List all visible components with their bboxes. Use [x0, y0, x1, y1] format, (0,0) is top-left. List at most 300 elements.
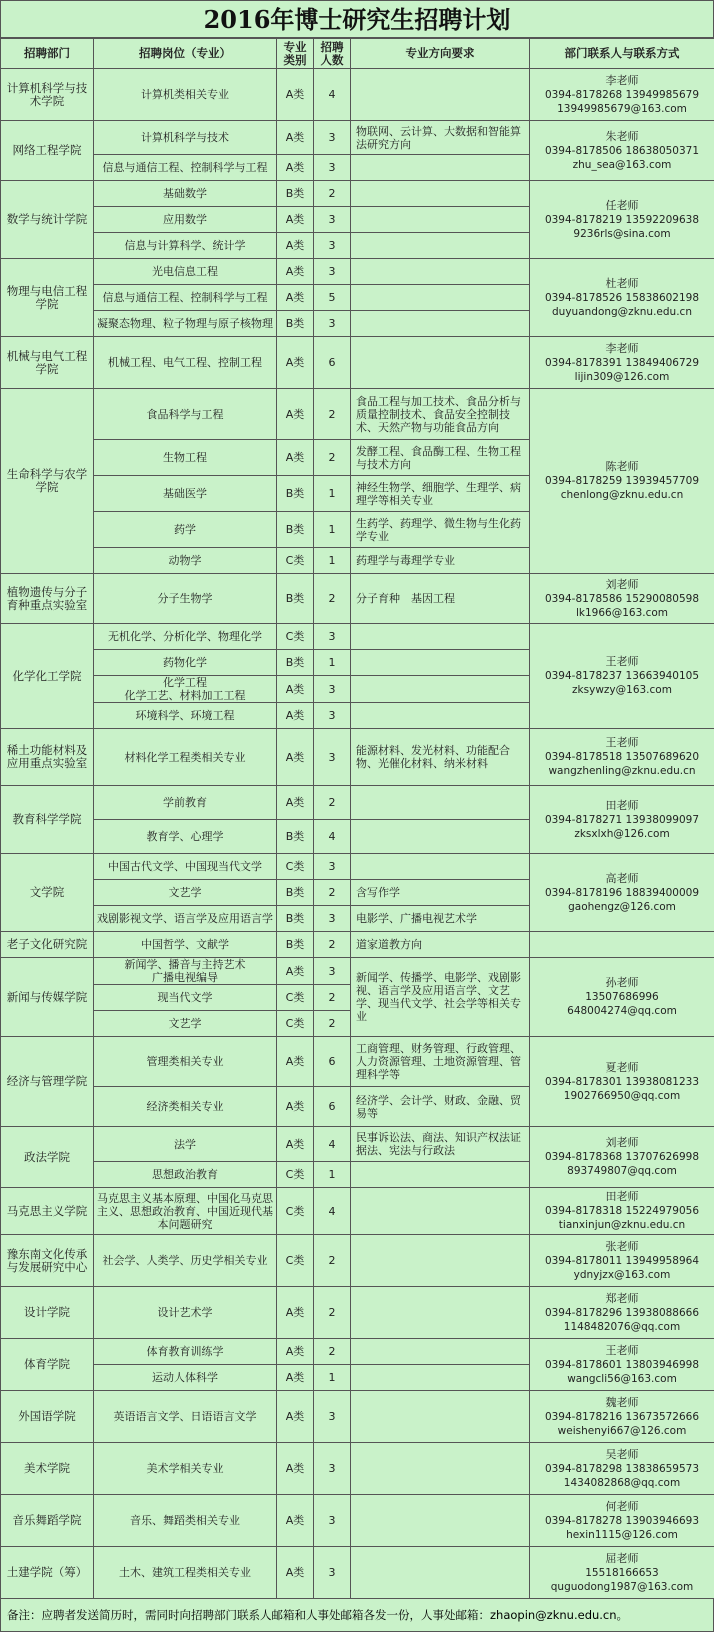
contact-name: 孙老师 — [532, 976, 712, 990]
category-cell: B类 — [277, 650, 314, 676]
table-row — [1, 786, 714, 820]
position-cell: 计算机科学与技术 — [94, 121, 277, 155]
contact-name: 田老师 — [532, 1190, 712, 1204]
count-cell: 4 — [314, 1127, 351, 1162]
category-cell: A类 — [277, 1547, 314, 1599]
category-cell: C类 — [277, 985, 314, 1011]
contact-email[interactable]: 648004274@qq.com — [532, 1004, 712, 1018]
dept-cell: 设计学院 — [1, 1287, 94, 1339]
direction-cell: 物联网、云计算、大数据和智能算法研究方向 — [351, 121, 530, 155]
direction-cell — [351, 1443, 530, 1495]
position-cell: 材料化学工程类相关专业 — [94, 729, 277, 786]
contact-name: 任老师 — [532, 199, 712, 213]
category-cell: B类 — [277, 820, 314, 854]
count-cell: 6 — [314, 1037, 351, 1087]
direction-cell: 电影学、广播电视艺术学 — [351, 906, 530, 932]
contact-name: 李老师 — [532, 342, 712, 356]
contact-email[interactable]: 1434082868@qq.com — [532, 1476, 712, 1490]
direction-cell: 新闻学、传播学、电影学、戏剧影视、语言学及应用语言学、文艺学、现当代文学、社会学等相关专业 — [351, 958, 530, 1037]
direction-cell — [351, 1365, 530, 1391]
header-position: 招聘岗位（专业） — [94, 39, 277, 69]
table-row — [1, 1188, 714, 1235]
position-cell: 中国古代文学、中国现当代文学 — [94, 854, 277, 880]
direction-cell — [351, 624, 530, 650]
category-cell: A类 — [277, 786, 314, 820]
dept-cell: 音乐舞蹈学院 — [1, 1495, 94, 1547]
table-row — [1, 1037, 714, 1087]
contact-name: 陈老师 — [532, 460, 712, 474]
direction-cell — [351, 786, 530, 820]
contact-cell — [530, 1235, 714, 1287]
contact-name: 刘老师 — [532, 1136, 712, 1150]
count-cell: 3 — [314, 703, 351, 729]
count-cell: 3 — [314, 155, 351, 181]
category-cell: A类 — [277, 1391, 314, 1443]
table-row — [1, 1495, 714, 1547]
category-cell: C类 — [277, 548, 314, 574]
dept-cell: 计算机科学与技术学院 — [1, 69, 94, 121]
category-cell: A类 — [277, 337, 314, 389]
direction-cell — [351, 207, 530, 233]
count-cell: 6 — [314, 337, 351, 389]
contact-cell — [530, 958, 714, 1037]
contact-cell — [530, 389, 714, 574]
contact-cell — [530, 1547, 714, 1599]
position-cell: 信息与通信工程、控制科学与工程 — [94, 285, 277, 311]
table-row — [1, 1287, 714, 1339]
category-cell: C类 — [277, 1011, 314, 1037]
header-dept: 招聘部门 — [1, 39, 94, 69]
position-cell: 分子生物学 — [94, 574, 277, 624]
position-cell: 化学工程 化学工艺、材料加工工程 — [94, 676, 277, 703]
direction-cell — [351, 1235, 530, 1287]
contact-phone: 0394-8178216 13673572666 — [532, 1410, 712, 1424]
recruitment-table — [0, 38, 714, 1599]
contact-phone: 0394-8178586 15290080598 — [532, 592, 712, 606]
count-cell: 1 — [314, 512, 351, 548]
position-cell: 信息与计算科学、统计学 — [94, 233, 277, 259]
direction-cell: 民事诉讼法、商法、知识产权法证据法、宪法与行政法 — [351, 1127, 530, 1162]
contact-cell — [530, 786, 714, 854]
dept-cell: 文学院 — [1, 854, 94, 932]
contact-email[interactable]: 1902766950@qq.com — [532, 1089, 712, 1103]
contact-email[interactable]: 893749807@qq.com — [532, 1164, 712, 1178]
direction-cell: 能源材料、发光材料、功能配合物、光催化材料、纳米材料 — [351, 729, 530, 786]
contact-name: 王老师 — [532, 736, 712, 750]
position-cell: 无机化学、分析化学、物理化学 — [94, 624, 277, 650]
dept-cell: 物理与电信工程学院 — [1, 259, 94, 337]
position-cell: 信息与通信工程、控制科学与工程 — [94, 155, 277, 181]
category-cell: A类 — [277, 155, 314, 181]
contact-cell — [530, 932, 714, 958]
count-cell: 1 — [314, 650, 351, 676]
position-cell: 光电信息工程 — [94, 259, 277, 285]
contact-email[interactable]: lk1966@163.com — [532, 606, 712, 620]
position-cell: 英语语言文学、日语语言文学 — [94, 1391, 277, 1443]
count-cell: 2 — [314, 1339, 351, 1365]
table-row — [1, 729, 714, 786]
contact-phone: 0394-8178237 13663940105 — [532, 669, 712, 683]
count-cell: 4 — [314, 69, 351, 121]
contact-cell — [530, 624, 714, 729]
dept-cell: 外国语学院 — [1, 1391, 94, 1443]
category-cell: A类 — [277, 440, 314, 476]
count-cell: 3 — [314, 729, 351, 786]
count-cell: 1 — [314, 1162, 351, 1188]
contact-name: 李老师 — [532, 74, 712, 88]
contact-email[interactable]: zhu_sea@163.com — [532, 158, 712, 172]
dept-cell: 生命科学与农学学院 — [1, 389, 94, 574]
direction-cell: 神经生物学、细胞学、生理学、病理学等相关专业 — [351, 476, 530, 512]
direction-cell — [351, 285, 530, 311]
contact-name: 朱老师 — [532, 130, 712, 144]
direction-cell — [351, 337, 530, 389]
direction-cell: 药理学与毒理学专业 — [351, 548, 530, 574]
page-title: 2016年博士研究生招聘计划 — [0, 0, 714, 38]
contact-phone: 0394-8178526 15838602198 — [532, 291, 712, 305]
table-row — [1, 624, 714, 650]
header-direction: 专业方向要求 — [351, 39, 530, 69]
direction-cell — [351, 1339, 530, 1365]
category-cell: A类 — [277, 729, 314, 786]
contact-email[interactable]: 1148482076@qq.com — [532, 1320, 712, 1334]
direction-cell — [351, 1391, 530, 1443]
dept-cell: 数学与统计学院 — [1, 181, 94, 259]
table-row — [1, 389, 714, 440]
category-cell: C类 — [277, 1162, 314, 1188]
category-cell: A类 — [277, 958, 314, 985]
count-cell: 3 — [314, 906, 351, 932]
category-cell: B类 — [277, 932, 314, 958]
dept-cell: 政法学院 — [1, 1127, 94, 1188]
table-row — [1, 1443, 714, 1495]
count-cell: 2 — [314, 786, 351, 820]
contact-email[interactable]: hexin1115@126.com — [532, 1528, 712, 1542]
category-cell: B类 — [277, 574, 314, 624]
category-cell: A类 — [277, 1127, 314, 1162]
direction-cell — [351, 233, 530, 259]
contact-name: 张老师 — [532, 1240, 712, 1254]
position-cell: 环境科学、环境工程 — [94, 703, 277, 729]
dept-cell: 教育科学学院 — [1, 786, 94, 854]
direction-cell — [351, 1547, 530, 1599]
contact-cell — [530, 1495, 714, 1547]
position-cell: 管理类相关专业 — [94, 1037, 277, 1087]
count-cell: 3 — [314, 311, 351, 337]
category-cell: C类 — [277, 854, 314, 880]
count-cell: 3 — [314, 1547, 351, 1599]
contact-cell — [530, 181, 714, 259]
position-cell: 动物学 — [94, 548, 277, 574]
contact-phone: 0394-8178259 13939457709 — [532, 474, 712, 488]
header-row — [1, 39, 714, 69]
category-cell: B类 — [277, 181, 314, 207]
count-cell: 3 — [314, 624, 351, 650]
position-cell: 马克思主义基本原理、中国化马克思主义、思想政治教育、中国近现代基本问题研究 — [94, 1188, 277, 1235]
direction-cell — [351, 155, 530, 181]
category-cell: A类 — [277, 1365, 314, 1391]
position-cell: 经济类相关专业 — [94, 1087, 277, 1127]
category-cell: A类 — [277, 1495, 314, 1547]
count-cell: 2 — [314, 985, 351, 1011]
header-count: 招聘人数 — [314, 39, 351, 69]
position-cell: 设计艺术学 — [94, 1287, 277, 1339]
category-cell: C类 — [277, 1235, 314, 1287]
contact-phone: 0394-8178196 18839400009 — [532, 886, 712, 900]
contact-name: 杜老师 — [532, 277, 712, 291]
position-cell: 教育学、心理学 — [94, 820, 277, 854]
contact-cell — [530, 1188, 714, 1235]
count-cell: 3 — [314, 676, 351, 703]
dept-cell: 美术学院 — [1, 1443, 94, 1495]
contact-cell — [530, 854, 714, 932]
category-cell: A类 — [277, 233, 314, 259]
contact-email[interactable]: tianxinjun@zknu.edu.cn — [532, 1218, 712, 1232]
dept-cell: 植物遗传与分子育种重点实验室 — [1, 574, 94, 624]
count-cell: 5 — [314, 285, 351, 311]
category-cell: A类 — [277, 121, 314, 155]
contact-email[interactable]: 13949985679@163.com — [532, 102, 712, 116]
direction-cell — [351, 1188, 530, 1235]
position-cell: 现当代文学 — [94, 985, 277, 1011]
contact-phone: 0394-8178506 18638050371 — [532, 144, 712, 158]
category-cell: B类 — [277, 906, 314, 932]
dept-cell: 新闻与传媒学院 — [1, 958, 94, 1037]
contact-email[interactable]: lijin309@126.com — [532, 370, 712, 384]
direction-cell — [351, 259, 530, 285]
contact-phone: 0394-8178318 15224979056 — [532, 1204, 712, 1218]
dept-cell: 稀土功能材料及应用重点实验室 — [1, 729, 94, 786]
table-row — [1, 854, 714, 880]
direction-cell: 发酵工程、食品酶工程、生物工程与技术方向 — [351, 440, 530, 476]
table-row — [1, 181, 714, 207]
contact-phone: 0394-8178601 13803946998 — [532, 1358, 712, 1372]
count-cell: 3 — [314, 1495, 351, 1547]
contact-name: 吴老师 — [532, 1448, 712, 1462]
contact-email[interactable]: wangzhenling@zknu.edu.cn — [532, 764, 712, 778]
category-cell: B类 — [277, 880, 314, 906]
category-cell: A类 — [277, 1443, 314, 1495]
contact-name: 夏老师 — [532, 1061, 712, 1075]
direction-cell: 道家道教方向 — [351, 932, 530, 958]
contact-cell — [530, 1443, 714, 1495]
category-cell: A类 — [277, 207, 314, 233]
contact-cell — [530, 121, 714, 181]
position-cell: 文艺学 — [94, 1011, 277, 1037]
position-cell: 食品科学与工程 — [94, 389, 277, 440]
position-cell: 社会学、人类学、历史学相关专业 — [94, 1235, 277, 1287]
dept-cell: 土建学院（筹） — [1, 1547, 94, 1599]
position-cell: 思想政治教育 — [94, 1162, 277, 1188]
contact-phone: 0394-8178391 13849406729 — [532, 356, 712, 370]
count-cell: 2 — [314, 389, 351, 440]
category-cell: A类 — [277, 259, 314, 285]
count-cell: 3 — [314, 233, 351, 259]
direction-cell — [351, 1495, 530, 1547]
table-body — [1, 69, 714, 1599]
contact-email[interactable]: weishenyi667@126.com — [532, 1424, 712, 1438]
direction-cell: 经济学、会计学、财政、金融、贸易等 — [351, 1087, 530, 1127]
position-cell: 药物化学 — [94, 650, 277, 676]
direction-cell: 含写作学 — [351, 880, 530, 906]
contact-cell — [530, 1287, 714, 1339]
contact-name: 刘老师 — [532, 578, 712, 592]
position-cell: 中国哲学、文献学 — [94, 932, 277, 958]
contact-name: 屈老师 — [532, 1552, 712, 1566]
category-cell: C类 — [277, 624, 314, 650]
table-row — [1, 574, 714, 624]
direction-cell: 分子育种 基因工程 — [351, 574, 530, 624]
category-cell: C类 — [277, 1188, 314, 1235]
contact-phone: 0394-8178368 13707626998 — [532, 1150, 712, 1164]
table-row — [1, 1391, 714, 1443]
direction-cell — [351, 703, 530, 729]
direction-cell — [351, 69, 530, 121]
count-cell: 2 — [314, 440, 351, 476]
position-cell: 文艺学 — [94, 880, 277, 906]
dept-cell: 机械与电气工程学院 — [1, 337, 94, 389]
category-cell: B类 — [277, 512, 314, 548]
direction-cell — [351, 676, 530, 703]
contact-phone: 0394-8178278 13903946693 — [532, 1514, 712, 1528]
dept-cell: 经济与管理学院 — [1, 1037, 94, 1127]
contact-name: 田老师 — [532, 799, 712, 813]
count-cell: 3 — [314, 207, 351, 233]
count-cell: 2 — [314, 181, 351, 207]
count-cell: 2 — [314, 1287, 351, 1339]
position-cell: 新闻学、播音与主持艺术 广播电视编导 — [94, 958, 277, 985]
count-cell: 1 — [314, 1365, 351, 1391]
contact-email[interactable]: gaohengz@126.com — [532, 900, 712, 914]
contact-email[interactable]: chenlong@zknu.edu.cn — [532, 488, 712, 502]
position-cell: 美术学相关专业 — [94, 1443, 277, 1495]
position-cell: 运动人体科学 — [94, 1365, 277, 1391]
contact-phone: 0394-8178011 13949958964 — [532, 1254, 712, 1268]
direction-cell — [351, 820, 530, 854]
count-cell: 3 — [314, 958, 351, 985]
category-cell: A类 — [277, 1339, 314, 1365]
contact-cell — [530, 729, 714, 786]
contact-name: 高老师 — [532, 872, 712, 886]
header-category: 专业类别 — [277, 39, 314, 69]
count-cell: 2 — [314, 1011, 351, 1037]
table-row — [1, 121, 714, 155]
direction-cell — [351, 311, 530, 337]
dept-cell: 化学化工学院 — [1, 624, 94, 729]
category-cell: A类 — [277, 676, 314, 703]
position-cell: 基础医学 — [94, 476, 277, 512]
direction-cell — [351, 181, 530, 207]
contact-name: 郑老师 — [532, 1292, 712, 1306]
dept-cell: 老子文化研究院 — [1, 932, 94, 958]
contact-email[interactable]: zksywzy@163.com — [532, 683, 712, 697]
table-row — [1, 1547, 714, 1599]
count-cell: 3 — [314, 1443, 351, 1495]
table-row — [1, 1339, 714, 1365]
position-cell: 药学 — [94, 512, 277, 548]
dept-cell: 马克思主义学院 — [1, 1188, 94, 1235]
count-cell: 2 — [314, 932, 351, 958]
contact-cell — [530, 1339, 714, 1391]
contact-phone: 0394-8178271 13938099097 — [532, 813, 712, 827]
contact-phone: 0394-8178268 13949985679 — [532, 88, 712, 102]
count-cell: 3 — [314, 121, 351, 155]
contact-email[interactable]: duyuandong@zknu.edu.cn — [532, 305, 712, 319]
table-row — [1, 337, 714, 389]
category-cell: B类 — [277, 311, 314, 337]
direction-cell — [351, 650, 530, 676]
position-cell: 计算机类相关专业 — [94, 69, 277, 121]
count-cell: 4 — [314, 820, 351, 854]
position-cell: 法学 — [94, 1127, 277, 1162]
count-cell: 2 — [314, 1235, 351, 1287]
count-cell: 3 — [314, 259, 351, 285]
contact-name: 魏老师 — [532, 1396, 712, 1410]
contact-email[interactable]: zksxlxh@126.com — [532, 827, 712, 841]
category-cell: A类 — [277, 1287, 314, 1339]
direction-cell — [351, 854, 530, 880]
position-cell: 基础数学 — [94, 181, 277, 207]
count-cell: 4 — [314, 1188, 351, 1235]
table-row — [1, 1127, 714, 1162]
contact-phone: 0394-8178518 13507689620 — [532, 750, 712, 764]
table-row — [1, 932, 714, 958]
table-row — [1, 69, 714, 121]
contact-phone: 0394-8178296 13938088666 — [532, 1306, 712, 1320]
dept-cell: 体育学院 — [1, 1339, 94, 1391]
direction-cell — [351, 1287, 530, 1339]
contact-name: 何老师 — [532, 1500, 712, 1514]
footnote: 备注：应聘者发送简历时，需同时向招聘部门联系人邮箱和人事处邮箱各发一份，人事处邮箱：zhaopin@zknu.edu.cn。 — [0, 1599, 714, 1632]
position-cell: 体育教育训练学 — [94, 1339, 277, 1365]
dept-cell: 网络工程学院 — [1, 121, 94, 181]
count-cell: 2 — [314, 880, 351, 906]
position-cell: 应用数学 — [94, 207, 277, 233]
count-cell: 1 — [314, 476, 351, 512]
contact-cell — [530, 1391, 714, 1443]
contact-email[interactable]: quguodong1987@163.com — [532, 1580, 712, 1594]
header-contact: 部门联系人与联系方式 — [530, 39, 714, 69]
contact-email[interactable]: wangcli56@163.com — [532, 1372, 712, 1386]
position-cell: 戏剧影视文学、语言学及应用语言学 — [94, 906, 277, 932]
category-cell: A类 — [277, 1037, 314, 1087]
table-row — [1, 259, 714, 285]
position-cell: 土木、建筑工程类相关专业 — [94, 1547, 277, 1599]
table-row — [1, 958, 714, 985]
contact-cell — [530, 1127, 714, 1188]
category-cell: A类 — [277, 389, 314, 440]
contact-email[interactable]: 9236rls@sina.com — [532, 227, 712, 241]
contact-cell — [530, 69, 714, 121]
contact-phone: 0394-8178301 13938081233 — [532, 1075, 712, 1089]
direction-cell: 食品工程与加工技术、食品分析与质量控制技术、食品安全控制技术、天然产物与功能食品方向 — [351, 389, 530, 440]
position-cell: 凝聚态物理、粒子物理与原子核物理 — [94, 311, 277, 337]
position-cell: 机械工程、电气工程、控制工程 — [94, 337, 277, 389]
contact-email[interactable]: ydnyjzx@163.com — [532, 1268, 712, 1282]
dept-cell: 豫东南文化传承与发展研究中心 — [1, 1235, 94, 1287]
count-cell: 2 — [314, 574, 351, 624]
direction-cell: 生药学、药理学、微生物与生化药学专业 — [351, 512, 530, 548]
contact-cell — [530, 1037, 714, 1127]
contact-name: 王老师 — [532, 655, 712, 669]
contact-phone: 0394-8178219 13592209638 — [532, 213, 712, 227]
position-cell: 生物工程 — [94, 440, 277, 476]
count-cell: 3 — [314, 854, 351, 880]
contact-phone: 15518166653 — [532, 1566, 712, 1580]
contact-cell — [530, 574, 714, 624]
contact-cell — [530, 259, 714, 337]
category-cell: B类 — [277, 476, 314, 512]
